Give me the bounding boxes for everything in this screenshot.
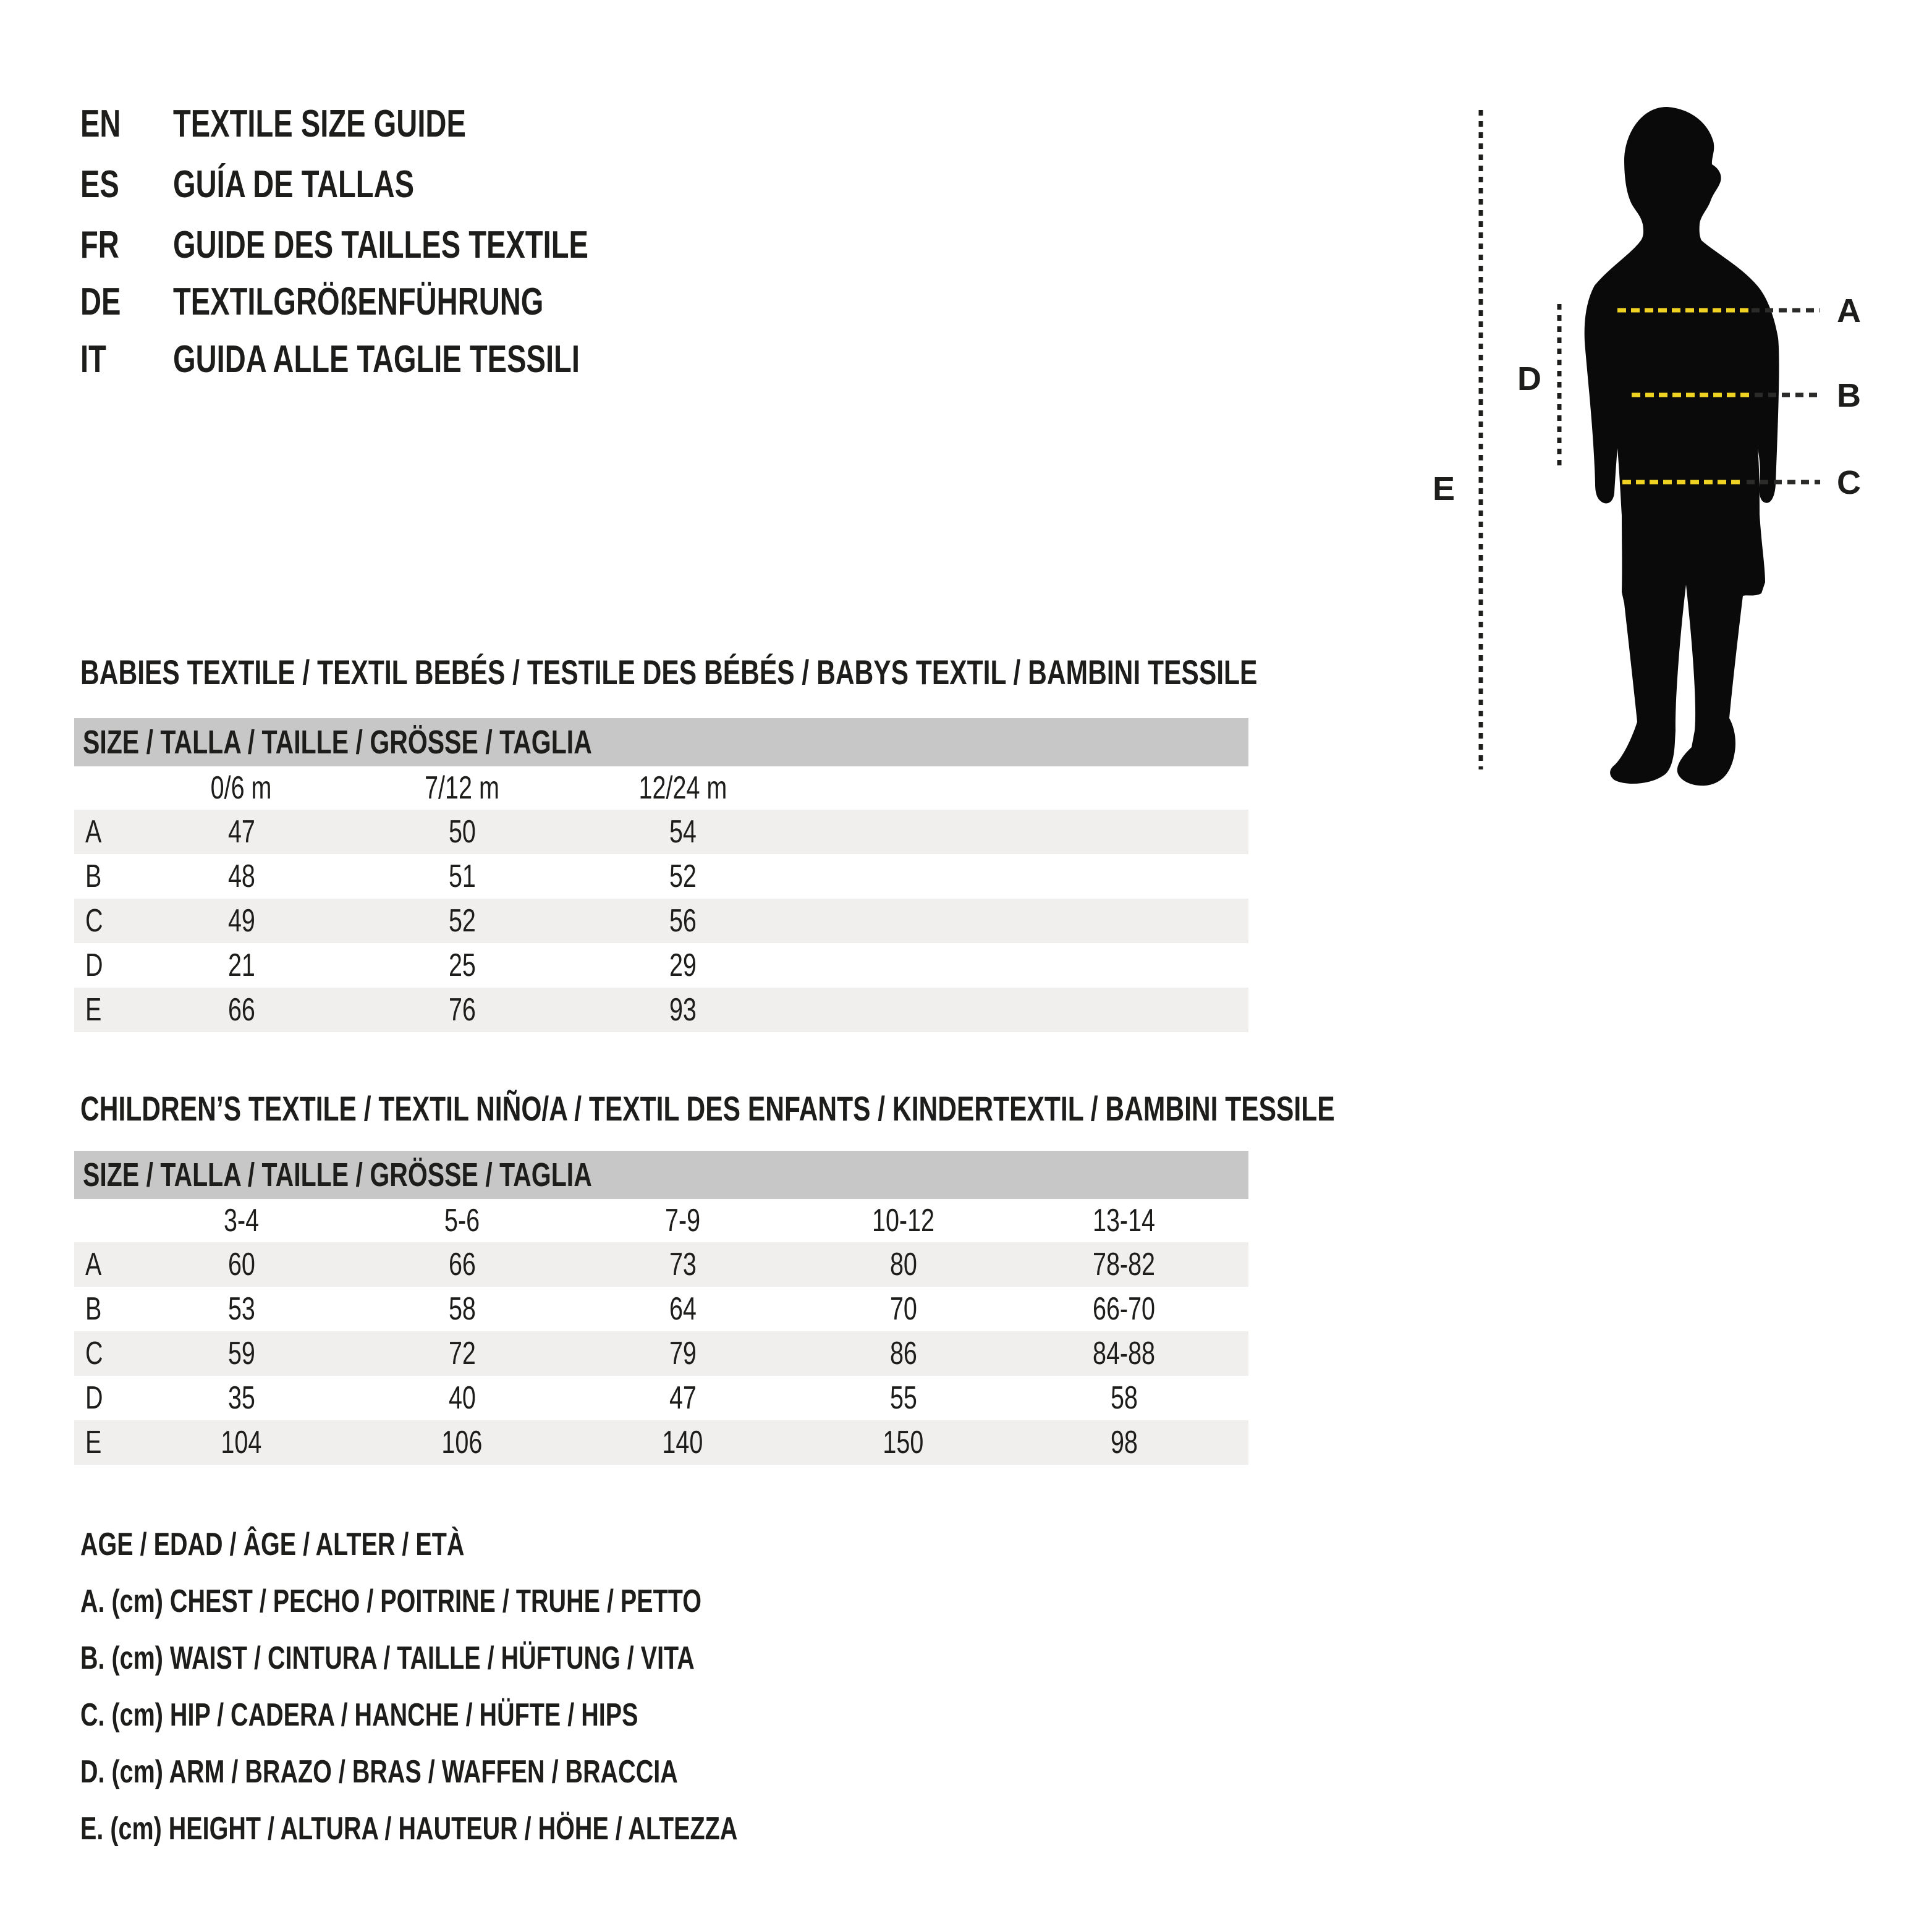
babies-row-c <box>74 899 1248 943</box>
measure-label-d: D <box>1517 360 1541 397</box>
babies-row-c-val-1: 52 <box>448 903 476 939</box>
babies-row-a-val-2: 54 <box>669 814 697 850</box>
babies-row-c-val-0: 49 <box>227 903 255 939</box>
children-section-title <box>80 1090 1731 1127</box>
children-row-a-val-4: 78-82 <box>1092 1247 1156 1282</box>
language-title-de: TEXTILGRÖßENFÜHRUNG <box>173 281 544 323</box>
children-row-c-label: C <box>85 1336 103 1371</box>
language-title-it: GUIDA ALLE TAGLIE TESSILI <box>173 338 580 381</box>
language-code-it: IT <box>80 338 106 381</box>
children-row-c-val-3: 86 <box>889 1336 917 1371</box>
children-row-a-val-2: 73 <box>669 1247 697 1282</box>
children-row-e-val-1: 106 <box>441 1425 483 1460</box>
language-title-fr: GUIDE DES TAILLES TEXTILE <box>173 224 588 266</box>
legend-hip: C. (cm) HIP / CADERA / HANCHE / HÜFTE / HIPS <box>80 1697 638 1733</box>
children-row-c-val-1: 72 <box>448 1336 476 1371</box>
language-title-es: GUÍA DE TALLAS <box>173 163 415 206</box>
children-row-d-val-3: 55 <box>889 1380 917 1416</box>
language-code-es: ES <box>80 163 119 206</box>
babies-row-b <box>74 854 1248 899</box>
babies-section-title-text: BABIES TEXTILE / TEXTIL BEBÉS / TESTILE DES BÉBÉS / BABYS TEXTIL / BAMBINI TESSILE <box>80 653 1258 692</box>
babies-row-a <box>74 810 1248 854</box>
children-colhdr-0: 3-4 <box>223 1203 260 1239</box>
measure-label-c: C <box>1837 464 1861 501</box>
children-row-b <box>74 1287 1248 1331</box>
children-row-a-val-3: 80 <box>889 1247 917 1282</box>
babies-row-d-label: D <box>85 947 103 983</box>
children-row-a-val-1: 66 <box>448 1247 476 1282</box>
children-row-b-val-4: 66-70 <box>1092 1291 1156 1327</box>
legend-height: E. (cm) HEIGHT / ALTURA / HAUTEUR / HÖHE / ALTEZZA <box>80 1811 738 1847</box>
children-row-b-val-2: 64 <box>669 1291 697 1327</box>
children-colhdr-1: 5-6 <box>444 1203 480 1239</box>
babies-row-b-val-2: 52 <box>669 858 697 894</box>
children-row-e <box>74 1420 1248 1465</box>
babies-row-c-val-2: 56 <box>669 903 697 939</box>
babies-table <box>74 718 1248 1032</box>
babies-row-b-val-1: 51 <box>448 858 476 894</box>
children-row-a-label: A <box>85 1247 102 1282</box>
children-row-b-val-0: 53 <box>227 1291 255 1327</box>
babies-row-e-val-1: 76 <box>448 992 476 1028</box>
language-title-en: TEXTILE SIZE GUIDE <box>173 103 466 145</box>
babies-column-header-row <box>74 766 1248 810</box>
babies-colhdr-0: 0/6 m <box>211 770 272 806</box>
measure-label-b: B <box>1837 377 1861 414</box>
children-row-e-val-2: 140 <box>662 1425 703 1460</box>
children-row-c-val-2: 79 <box>669 1336 697 1371</box>
legend-arm: D. (cm) ARM / BRAZO / BRAS / WAFFEN / BRACCIA <box>80 1754 678 1790</box>
children-row-a <box>74 1242 1248 1287</box>
children-row-e-label: E <box>85 1425 102 1460</box>
babies-row-a-label: A <box>85 814 102 850</box>
babies-row-e-val-2: 93 <box>669 992 697 1028</box>
measure-label-a: A <box>1837 292 1861 329</box>
babies-size-header-text: SIZE / TALLA / TAILLE / GRÖSSE / TAGLIA <box>83 724 592 761</box>
babies-row-a-val-0: 47 <box>227 814 255 850</box>
measure-label-e: E <box>1433 470 1455 507</box>
babies-row-d-val-1: 25 <box>448 947 476 983</box>
babies-colhdr-2: 12/24 m <box>638 770 727 806</box>
babies-size-header-bar <box>74 718 1248 766</box>
babies-row-e <box>74 988 1248 1032</box>
babies-row-e-label: E <box>85 992 102 1028</box>
babies-row-e-val-0: 66 <box>227 992 255 1028</box>
children-row-d-val-1: 40 <box>448 1380 476 1416</box>
children-row-c <box>74 1331 1248 1376</box>
children-size-header-bar <box>74 1151 1248 1199</box>
babies-row-b-label: B <box>85 858 102 894</box>
children-row-d-val-0: 35 <box>227 1380 255 1416</box>
children-row-b-val-1: 58 <box>448 1291 476 1327</box>
children-size-header-text: SIZE / TALLA / TAILLE / GRÖSSE / TAGLIA <box>83 1156 592 1193</box>
legend-chest: A. (cm) CHEST / PECHO / POITRINE / TRUHE / PETTO <box>80 1583 701 1619</box>
babies-section-title <box>80 654 1629 691</box>
children-row-e-val-0: 104 <box>221 1425 262 1460</box>
children-colhdr-2: 7-9 <box>664 1203 701 1239</box>
children-row-c-val-0: 59 <box>227 1336 255 1371</box>
babies-row-c-label: C <box>85 903 103 939</box>
children-section-title-text: CHILDREN’S TEXTILE / TEXTIL NIÑO/A / TEXTIL DES ENFANTS / KINDERTEXTIL / BAMBINI TESSILE <box>80 1089 1335 1128</box>
children-row-a-val-0: 60 <box>227 1247 255 1282</box>
children-row-e-val-4: 98 <box>1110 1425 1138 1460</box>
children-row-e-val-3: 150 <box>883 1425 924 1460</box>
babies-row-a-val-1: 50 <box>448 814 476 850</box>
children-colhdr-3: 10-12 <box>871 1203 935 1239</box>
children-row-d-label: D <box>85 1380 103 1416</box>
children-column-header-row <box>74 1199 1248 1242</box>
legend-waist: B. (cm) WAIST / CINTURA / TAILLE / HÜFTUNG / VITA <box>80 1640 695 1676</box>
children-row-c-val-4: 84-88 <box>1092 1336 1156 1371</box>
babies-row-d-val-0: 21 <box>227 947 255 983</box>
measurement-figure <box>1421 87 1932 816</box>
children-row-d <box>74 1376 1248 1420</box>
babies-row-b-val-0: 48 <box>227 858 255 894</box>
children-row-b-label: B <box>85 1291 102 1327</box>
children-row-d-val-2: 47 <box>669 1380 697 1416</box>
language-code-en: EN <box>80 103 121 145</box>
children-row-d-val-4: 58 <box>1110 1380 1138 1416</box>
children-colhdr-4: 13-14 <box>1092 1203 1156 1239</box>
language-code-fr: FR <box>80 224 119 266</box>
babies-row-d-val-2: 29 <box>669 947 697 983</box>
children-table <box>74 1151 1248 1465</box>
children-row-b-val-3: 70 <box>889 1291 917 1327</box>
babies-colhdr-1: 7/12 m <box>425 770 499 806</box>
legend-age: AGE / EDAD / ÂGE / ALTER / ETÀ <box>80 1527 465 1562</box>
babies-row-d <box>74 943 1248 988</box>
language-code-de: DE <box>80 281 121 323</box>
